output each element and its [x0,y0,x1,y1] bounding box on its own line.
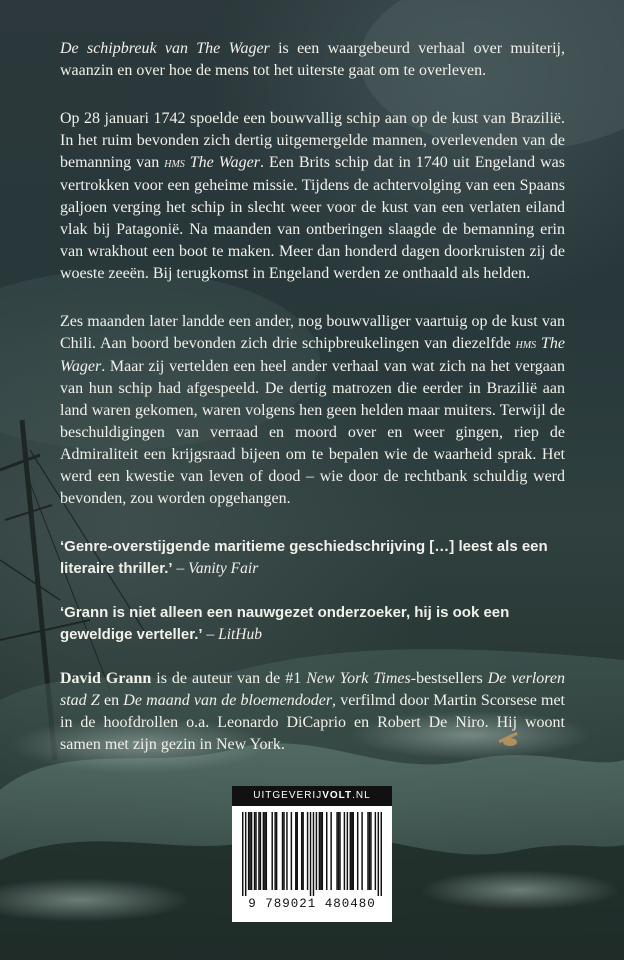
review-quote-2: ‘Grann is niet alleen een nauwgezet onderzoeker, hij is ook een geweldige verteller.’ – LitHub [60,604,510,643]
barcode-bar [339,812,340,890]
story-paragraph-1: Op 28 januari 1742 spoelde een bouwvallig schip aan op de kust van Brazilië. In het ruim bevonden zich dertig uitgemergelde mannen, overlevenden van de bemanning van hms The Wager. Een Brits schip dat in 1740 uit Engeland was vertrokken voor een geheime missie. Tijdens de achtervolging van een Spaans galjoen verging het schip in slecht weer voor de kust van een verlaten eiland vlak bij Patagonië. Na maanden van ontberingen slaagde de bemanning erin van wrakhout een boot te maken. Meer dan honderd dagen doorkruisten zij de woeste zeeën. Bij terugkomst in Engeland werden ze onthaald als helden. [60,110,566,282]
barcode-bar [266,812,267,890]
quote-source: LitHub [218,626,263,643]
barcode-bar [263,812,264,890]
barcode-bar [248,812,249,890]
isbn-barcode [232,786,392,922]
barcode-bar [350,812,351,890]
barcode-bar [338,812,339,890]
isbn-number: 9 789021 480480 [248,897,376,911]
barcode-bar [330,812,331,890]
publisher-label: UITGEVERIJVOLT.NL [232,786,392,806]
barcode-bar [326,812,327,890]
barcode-bar [255,812,256,890]
barcode-bar [301,812,302,890]
ship-prefix: hms [515,337,537,352]
story-paragraph-2: Zes maanden later landde een ander, nog bouwvalliger vaartuig op de kust van Chili. Aan boord bevonden zich drie schipbreukelingen van diezelfde hms The Wager. Maar zij vertelden een heel ander verhaal van wat zich na het vergaan van hun schip had afgespeeld. De dertig matrozen die eerder in Brazilië aan land waren gekomen, waren volgens hen geen helden maar muiters. Terwijl de beschuldigingen van verraad en moord over en weer gingen, riep de Admiraliteit een krijgsraad bijeen om te bepalen wie de waarheid sprak. Het werd een kwestie van leven of dood – wie door de rechtbank schuldig werd bevonden, zou worden opgehangen. [60,313,566,507]
barcode-bar [353,812,354,890]
barcode-bar [297,812,298,890]
barcode-bar [258,812,259,890]
barcode-bar [319,812,320,890]
barcode-bar [336,812,337,890]
barcode-bar [357,812,358,890]
author-bio: David Grann is de auteur van de #1 New York Times-bestsellers De verloren stad Z en De maand van de bloemendoder, verfilmd door Martin Scorsese met in de hoofdrollen o.a. Leonardo DiCaprio en Robert De Niro. Hij woont samen met zijn gezin in New York. [60,670,565,753]
barcode-bar [282,812,283,890]
barcode-bar [381,812,382,896]
barcode-bar [347,812,348,890]
barcode-bar [378,812,379,896]
ship-name: The Wager [184,154,260,171]
title-italic: De schipbreuk van The Wager [60,40,270,57]
barcode-bar [320,812,321,890]
barcode-bar [242,812,243,896]
barcode-bar [249,812,250,890]
barcode-bar [302,812,303,890]
barcode-bar [344,812,345,890]
barcode-bar [260,812,261,890]
barcode-bar [286,812,287,890]
barcode-bar [361,812,362,890]
barcode-bar [291,812,292,890]
barcode-bar [276,812,277,890]
intro-paragraph: De schipbreuk van The Wager is een waargebeurd verhaal over muiterij, waanzin en over hoe de mens tot het uiterste gaat om te overleven. [60,40,565,79]
barcode-bar [322,812,323,890]
barcode-bar [370,812,371,890]
ship-prefix: hms [164,156,185,171]
quote-source: Vanity Fair [188,560,259,577]
barcode-bar [316,812,317,890]
barcode-bars [242,812,382,896]
barcode-bar [369,812,370,890]
review-quote-1: ‘Genre-overstijgende maritieme geschiedschrijving […] leest als een literaire thriller.’ – Vanity Fair [60,538,548,577]
barcode-bar [295,812,296,890]
back-cover-text [60,38,565,782]
barcode-bar [245,812,246,896]
barcode-bar [271,812,272,890]
barcode-bar [251,812,252,890]
barcode-bar [264,812,265,890]
barcode-bar [375,812,376,890]
barcode-bar [351,812,352,890]
ship-name: The Wager [60,335,566,375]
barcode-bar [283,812,284,890]
author-name: David Grann [60,670,152,687]
barcode-bar [313,812,314,896]
barcode-bar [367,812,368,890]
barcode-bar [274,812,275,890]
barcode-bar [307,812,308,890]
barcode-bar [254,812,255,890]
barcode-bar [310,812,311,896]
